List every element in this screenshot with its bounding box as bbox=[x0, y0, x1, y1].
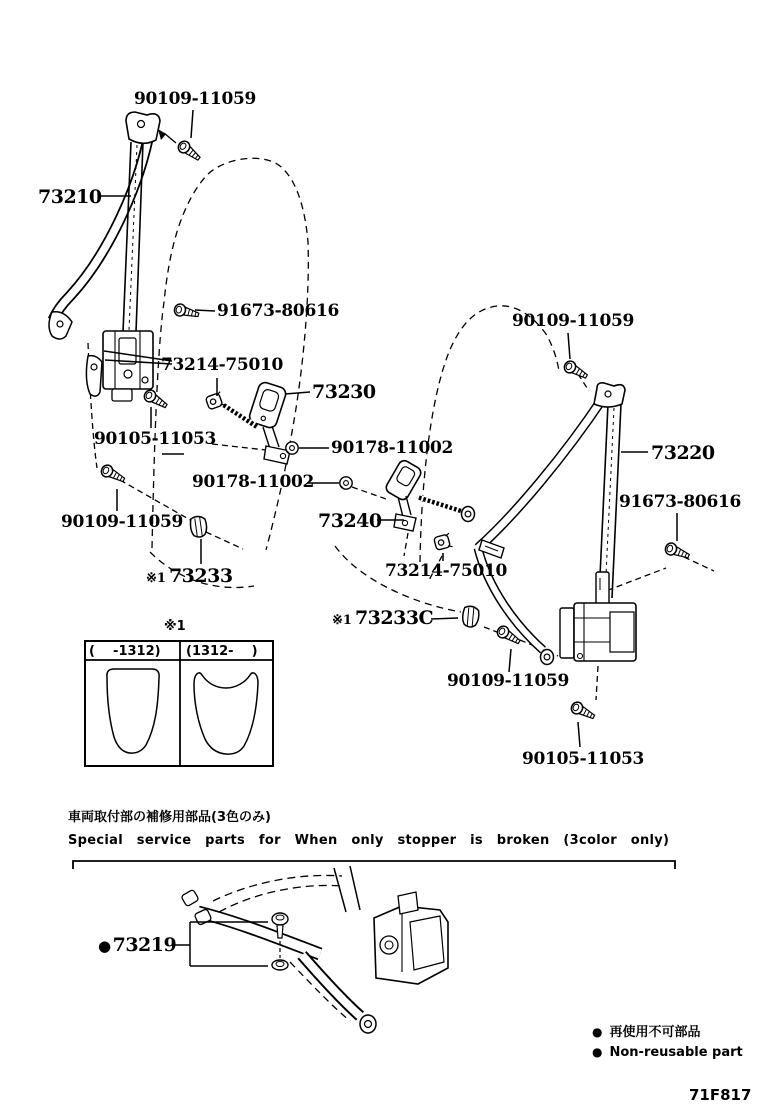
nut-90178-a bbox=[286, 442, 298, 454]
part-label-73233: ※1 73233 bbox=[146, 565, 233, 587]
inset-column-before-1312: ( -1312) bbox=[89, 644, 161, 659]
part-label-73219: ● 73219 bbox=[98, 934, 177, 956]
nut-90178-b bbox=[340, 477, 352, 489]
stopper-73233c bbox=[462, 606, 480, 628]
part-label-90105-11053-left: 90105-11053 bbox=[94, 429, 217, 449]
non-reusable-bullet: ● bbox=[98, 937, 111, 955]
part-label-91673-80616-left: 91673-80616 bbox=[217, 301, 340, 321]
part-label-73220: 73220 bbox=[651, 442, 715, 464]
part-label-73210: 73210 bbox=[38, 186, 102, 208]
part-label-73214-75010-left: 73214-75010 bbox=[161, 355, 284, 375]
stopper-73233 bbox=[189, 515, 208, 538]
part-label-90178-11002-a: 90178-11002 bbox=[331, 438, 454, 458]
inset-marker: ※1 bbox=[164, 619, 186, 634]
part-label-90109-11059-top-left: 90109-11059 bbox=[134, 89, 257, 109]
part-label-73214-75010-right: 73214-75010 bbox=[385, 561, 508, 581]
part-label-73230: 73230 bbox=[312, 381, 376, 403]
legend-bullet-icon: ● bbox=[592, 1025, 603, 1039]
part-label-90109-11059-center: 90109-11059 bbox=[447, 671, 570, 691]
buckle-73230 bbox=[205, 381, 290, 464]
part-label-90105-11053-right: 90105-11053 bbox=[522, 749, 645, 769]
adjuster-assembly-left bbox=[86, 331, 153, 401]
retractor-73220 bbox=[560, 572, 636, 661]
legend-non-reusable-en: ● Non-reusable part bbox=[592, 1045, 743, 1060]
part-label-90109-11059-top-right: 90109-11059 bbox=[512, 311, 635, 331]
note-marker: ※1 bbox=[332, 613, 352, 628]
part-label-73240: 73240 bbox=[318, 510, 382, 532]
figure-code: 71F817 bbox=[689, 1086, 752, 1104]
service-note-english: Special service parts for When only stopper is broken (3color only) bbox=[68, 833, 670, 848]
service-belt-73219-art bbox=[173, 866, 448, 1033]
inset-box bbox=[85, 641, 273, 766]
buckle-73240 bbox=[384, 459, 474, 551]
part-label-90178-11002-b: 90178-11002 bbox=[192, 472, 315, 492]
service-note-japanese: 車両取付部の補修用部品(3色のみ) bbox=[68, 810, 271, 825]
legend-non-reusable-jp: ● 再使用不可部品 bbox=[592, 1025, 701, 1040]
note-marker: ※1 bbox=[146, 571, 166, 586]
service-section-bracket bbox=[73, 861, 675, 869]
pointer-arrow bbox=[158, 129, 176, 143]
inset-column-after-1312: (1312- ) bbox=[186, 644, 258, 659]
part-label-90109-11059-left-lower: 90109-11059 bbox=[61, 512, 184, 532]
part-label-91673-80616-right: 91673-80616 bbox=[619, 492, 742, 512]
belt-73210 bbox=[49, 112, 160, 339]
part-label-73233c: ※1 73233C bbox=[332, 607, 434, 629]
legend-bullet-icon: ● bbox=[592, 1045, 603, 1059]
